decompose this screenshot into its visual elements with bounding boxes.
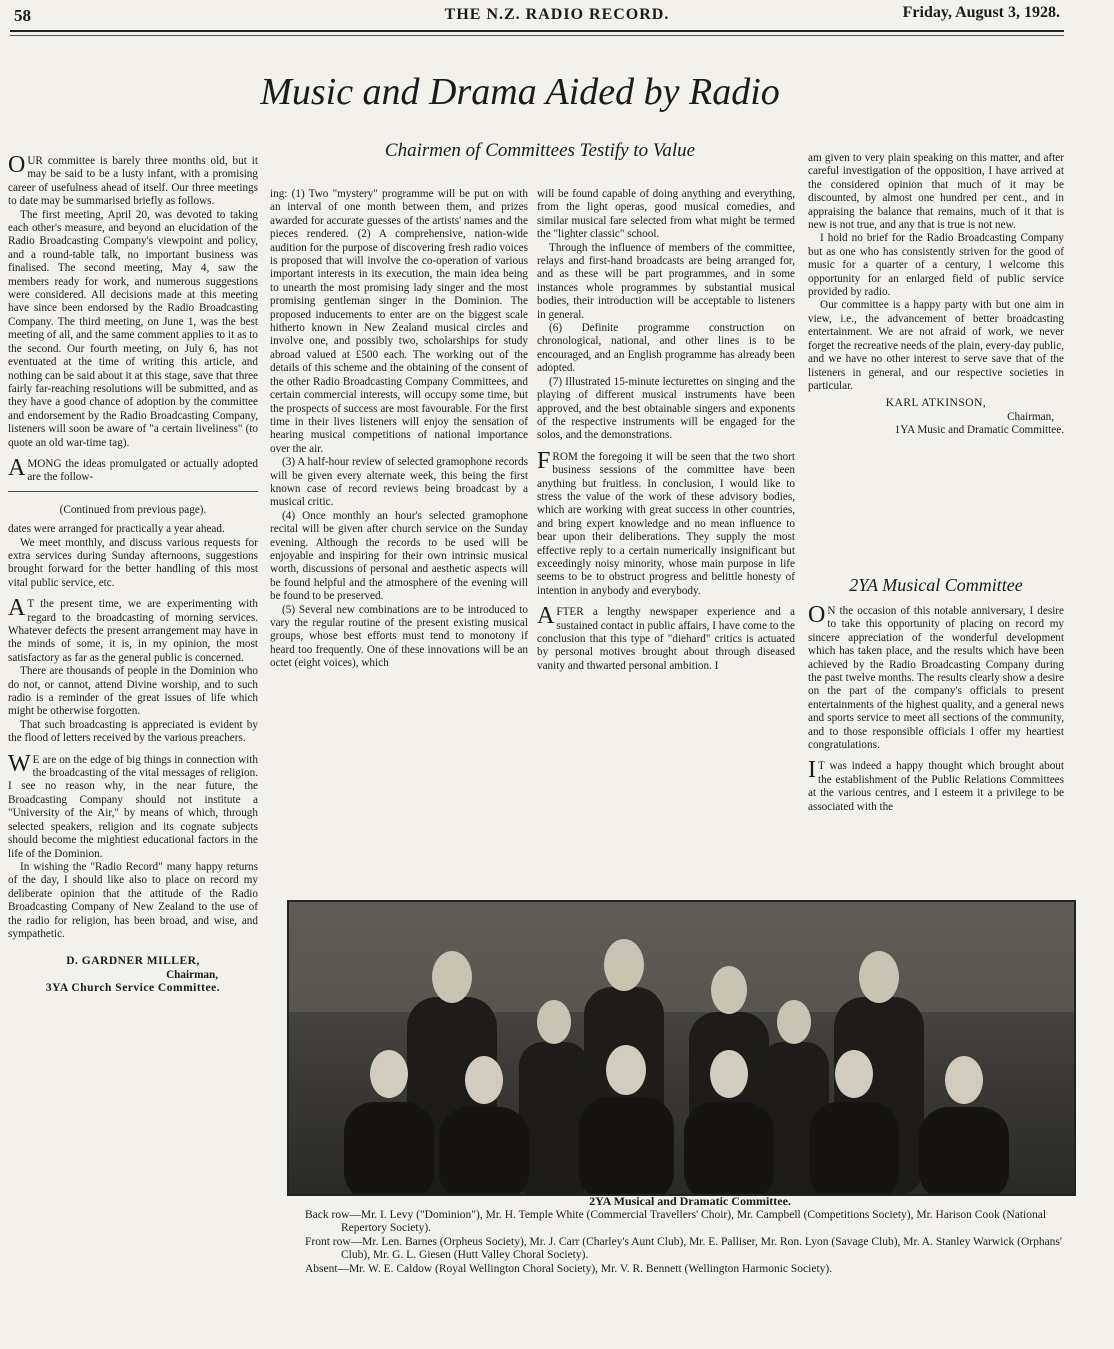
- paragraph: (5) Several new combinations are to be introduced to vary the regular routine of the present existing musical groups, whose best efforts must tend to monotony if heard too frequently. One of these innovations will be an octet (eight voices), which: [270, 603, 528, 670]
- column-3: [537, 188, 795, 888]
- paragraph: I hold no brief for the Radio Broadcasting Company but as one who has consistently striven for the good of music for a quarter of a century, I welcome this opportunity for an enlarged field of public service provided by radio.: [808, 232, 1064, 299]
- paragraph: AFTER a lengthy newspaper experience and a sustained contact in public affairs, I have come to the conclusion that this type of "diehard" critics is actuated by personal motives brought about through diseased vanity and thwarted personal ambition. I: [537, 603, 795, 672]
- column-4-lower: [808, 605, 1064, 890]
- paragraph: In wishing the "Radio Record" many happy returns of the day, I should like also to place on record my deliberate opinion that the attitude of the Radio Broadcasting Company of New Zealand to the use of the radio for religion, has been broad, and wise, and sympathetic.: [8, 860, 258, 940]
- committee-photograph: [287, 900, 1076, 1196]
- signature-committee: 3YA Church Service Committee.: [45, 982, 221, 995]
- caption-front-row: Front row—Mr. Len. Barnes (Orpheus Society), Mr. J. Carr (Charley's Aunt Club), Mr. E. Palliser, Mr. Ron. Lyon (Savage Club), Mr. A. Stanley Warwick (Orphans' Club), Mr. G. L. Giesen (Hutt Valley Choral Society).: [305, 1235, 1062, 1261]
- paragraph: am given to very plain speaking on this matter, and after careful investigation of the opposition, I have arrived at the considered opinion that much of it may be discounted, by almost one hundred per cent., and in appraising the balance that remains, much of it that is new is not true, and any that is true is not new.: [808, 152, 1064, 232]
- column-divider: [8, 491, 258, 492]
- paragraph: (6) Definite programme construction on chronological, national, and other lines is to be encouraged, and an English programme has already been adopted.: [537, 322, 795, 375]
- section-heading: 2YA Musical Committee: [849, 575, 1023, 595]
- column-1: [8, 155, 258, 1320]
- header-rule: [10, 30, 1064, 32]
- paragraph: (3) A half-hour review of selected gramophone records will be given every alternate week, this being the first known case of record reviews being broadcast by a musical critic.: [270, 456, 528, 509]
- page-number: 58: [14, 6, 31, 25]
- paragraph: (4) Once monthly an hour's selected gramophone recital will be given after church service on the Sunday evening. Although the records to be used will be enjoyable and inspiring for their own intrinsic musical worth, discussions of personal and aesthetic aspects will be found helpful and the atmosphere of the evening will be found to be preserved.: [270, 509, 528, 603]
- page-header: [0, 0, 1114, 40]
- article-subtitle: Chairmen of Committees Testify to Value: [384, 140, 696, 161]
- paragraph: WE are on the edge of big things in connection with the broadcasting of the vital messages of religion. I see no reason why, in the near future, the Broadcasting Company should not institute a "University of the Air," by means of which, through selected speakers, religion and its cognate subjects should become the mightiest educational factors in the life of the Dominion.: [8, 750, 258, 860]
- paragraph: The first meeting, April 20, was devoted to taking each other's measure, and beyond an elucidation of the Radio Broadcasting Company's viewpoint and policy, and a round-table talk, no important business was finalised. The second meeting, May 4, saw the members ready for work, and numerous suggestions were considered. All decisions made at this meeting have since been endorsed by the Radio Broadcasting Company. The third meeting, on June 1, was the best meeting of all, and the same comment applies to it as to the second. Our fourth meeting, on July 6, has not eventuated at the time of writing this article, and nothing can be said about it at this stage, save that three fairly far-reaching resolutions will be submitted, and as they have a good chance of adoption by the committee and endorsement by the Radio Broadcasting Company, listeners will soon be aware of "a certain liveliness" (to quote an old war-time tag).: [8, 208, 258, 449]
- paragraph: AT the present time, we are experimenting with regard to the broadcasting of morning services. Whatever defects the present arrangement may have in the minds of some, it is, in my opinion, the most satisfactory as far as the general public is concerned.: [8, 595, 258, 664]
- signature-name: KARL ATKINSON,: [885, 397, 987, 410]
- caption-back-row: Back row—Mr. I. Levy ("Dominion"), Mr. H. Temple White (Commercial Travellers' Choir), Mr. Campbell (Competitions Society), Mr. Harison Cook (National Repertory Society).: [305, 1208, 1047, 1234]
- paragraph: ON the occasion of this notable anniversary, I desire to take this opportunity of placing on record my sincere appreciation of the wonderful development which has taken place, and the results which have been achieved by the Radio Broadcasting Company during the past twelve months. The results clearly show a desire on the part of the company's officials to present entertainments of the highest quality, and a general news and sports service to meet all sections of the community, and to those responsible officials I offer my heartiest congratulations.: [808, 605, 1064, 752]
- photo-caption: [305, 1195, 1075, 1276]
- caption-title: 2YA Musical and Dramatic Committee.: [589, 1194, 791, 1208]
- paragraph: Through the influence of members of the committee, relays and first-hand broadcasts are being arranged for, and as these will be part programmes, and in some instances whole programmes by substantial musical bodies, their introduction will be acceptable to listeners in general.: [537, 241, 795, 321]
- paragraph: IT was indeed a happy thought which brought about the establishment of the Public Relations Committees at the various centres, and I esteem it a privilege to be associated with the: [808, 757, 1064, 813]
- paragraph: (7) Illustrated 15-minute lecturettes on singing and the playing of different musical instruments have been approved, and the best obtainable singers and exponents of the respective instruments will be engaged for the solos, and the demonstrations.: [537, 375, 795, 442]
- column-4: [808, 152, 1064, 552]
- signature-role: Chairman,: [1007, 410, 1054, 423]
- caption-absent: Absent—Mr. W. E. Caldow (Royal Wellington Choral Society), Mr. V. R. Bennett (Wellington Harmonic Society).: [305, 1262, 833, 1275]
- paragraph: We meet monthly, and discuss various requests for extra services during Sunday afternoons, suggestions brought forward for the better handling of this most vital public service, etc.: [8, 536, 258, 589]
- paragraph: That such broadcasting is appreciated is evident by the flood of letters received by the various preachers.: [8, 718, 258, 745]
- article-title: Music and Drama Aided by Radio: [260, 71, 780, 113]
- paragraph: Our committee is a happy party with but one aim in view, i.e., the advancement of better broadcasting entertainment. We are not afraid of work, we never forget the recreative needs of the plain, every-day public, and we have no other interest to serve save that of the listeners in general, and our respective societies in particular.: [808, 299, 1064, 392]
- issue-date: Friday, August 3, 1928.: [902, 4, 1060, 21]
- paragraph: FROM the foregoing it will be seen that the two short business sessions of the committee have been anything but fruitless. In conclusion, I would like to stress the value of the work of these advisory bodies, which are working with great success in other countries, and bring expert knowledge and no mean influence to bear upon their deliberations. They supply the most effective reply to a certain numerically insignificant but exceedingly noisy minority, whose main purpose in life seems to be to obstruct progress and belittle honesty of intention in anybody and everybody.: [537, 447, 795, 597]
- paragraph: AMONG the ideas promulgated or actually adopted are the follow-: [8, 454, 258, 484]
- signature-name: D. GARDNER MILLER,: [66, 955, 200, 968]
- paragraph: dates were arranged for practically a year ahead.: [8, 523, 225, 536]
- paragraph: will be found capable of doing anything and everything, from the light operas, good musical comedies, and similar musical fare selected from what might be termed the "lighter classic" school.: [537, 188, 795, 241]
- signature-committee: 1YA Music and Dramatic Committee.: [894, 424, 1064, 437]
- signature-role: Chairman,: [166, 968, 218, 981]
- paragraph: ing: (1) Two "mystery" programme will be put on with an interval of one month between them, and prizes awarded for accurate guesses of the artists' names and the pieces rendered. (2) A comprehensive, nation-wide audition for the purpose of discovering fresh radio voices is proposed that will involve the co-operation of various important interests in its execution, the main idea being to unearth the most promising lady singer and the most promising gentleman singer in the Dominion. The proposed inducements to enter are on the biggest scale hitherto known in New Zealand musical circles and involve one, and possibly two, scholarships for study abroad valued at £500 each. The working out of the details of this scheme and the obtaining of the consent of the other Radio Broadcasting Company Committees, and certain commercial interests, will occupy some time, but the prospects of success are most favourable. For the first time in their lives listeners will enjoy the sensation of hearing musical competitions of national importance over the air.: [270, 188, 528, 455]
- photo-figures: [289, 902, 1074, 1194]
- paragraph: OUR committee is barely three months old, but it may be said to be a lusty infant, with a promising career of usefulness ahead of itself. Our three meetings to date may be summarised briefly as follows.: [8, 155, 258, 208]
- header-rule-thin: [10, 35, 1064, 36]
- continued-note: (Continued from previous page).: [59, 503, 207, 516]
- paragraph: There are thousands of people in the Dominion who do not, or cannot, attend Divine worship, and to such radio is a reminder of the great issues of life which might be otherwise forgotten.: [8, 665, 258, 718]
- column-2: [270, 188, 528, 888]
- masthead: THE N.Z. RADIO RECORD.: [444, 6, 670, 23]
